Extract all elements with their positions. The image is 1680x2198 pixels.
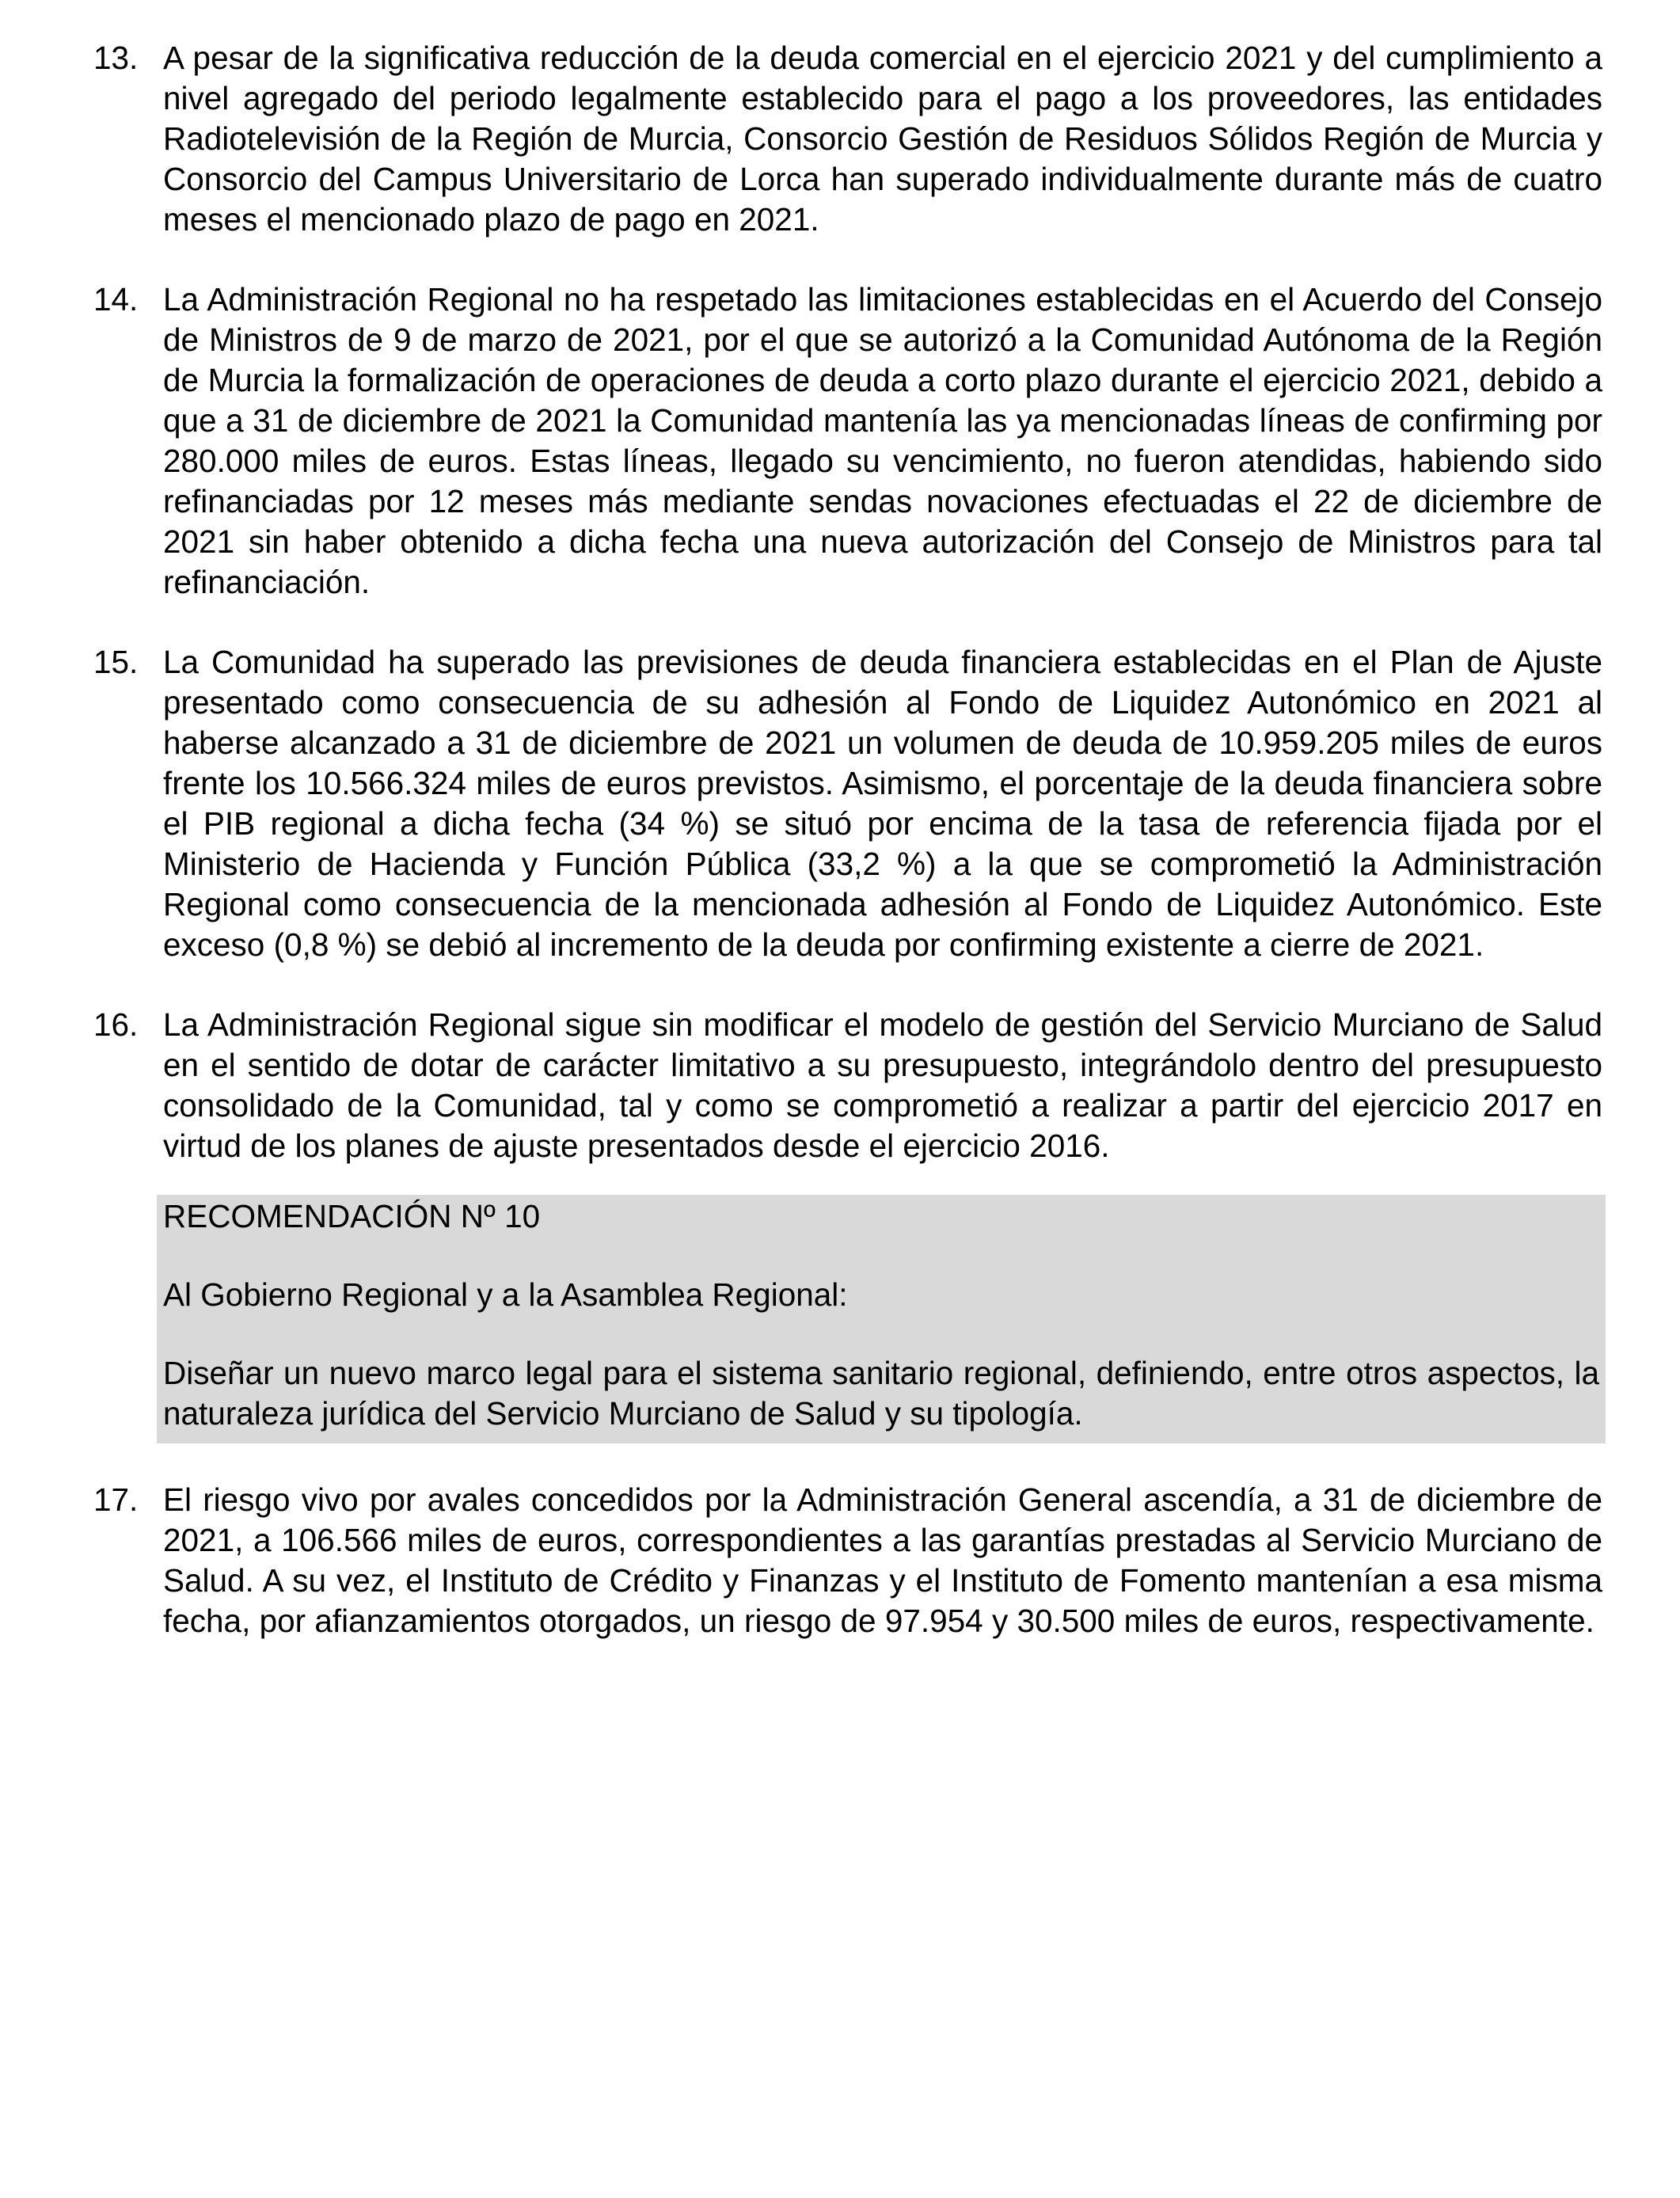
list-item-13 xyxy=(93,38,1602,240)
item-text: El riesgo vivo por avales concedidos por la Administración General ascendía, a 31 de diciembre de 2021, a 106.566 miles de euros, correspondientes a las garantías prestadas al Servicio Murciano de Salud. A su vez, el Instituto de Crédito y Finanzas y el Instituto de Fomento mantenían a esa misma fecha, por afianzamientos otorgados, un riesgo de 97.954 y 30.500 miles de euros, respectivamente. xyxy=(163,1481,1602,1639)
recommendation-box xyxy=(157,1195,1606,1443)
list-item-15 xyxy=(93,642,1602,965)
item-text: A pesar de la significativa reducción de la deuda comercial en el ejercicio 2021 y del cumplimiento a nivel agregado del periodo legalmente establecido para el pago a los proveedores, las entidades Radiotelevisión de la Región de Murcia, Consorcio Gestión de Residuos Sólidos Región de Murcia y Consorcio del Campus Universitario de Lorca han superado individualmente durante más de cuatro meses el mencionado plazo de pago en 2021. xyxy=(163,40,1602,238)
recommendation-addressee: Al Gobierno Regional y a la Asamblea Regional: xyxy=(163,1276,848,1313)
item-text: La Administración Regional no ha respetado las limitaciones establecidas en el Acuerdo del Consejo de Ministros de 9 de marzo de 2021, por el que se autorizó a la Comunidad Autónoma de la Región de Murcia la formalización de operaciones de deuda a corto plazo durante el ejercicio 2021, debido a que a 31 de diciembre de 2021 la Comunidad mantenía las ya mencionadas líneas de confirming por 280.000 miles de euros. Estas líneas, llegado su vencimiento, no fueron atendidas, habiendo sido refinanciadas por 12 meses más mediante sendas novaciones efectuadas el 22 de diciembre de 2021 sin haber obtenido a dicha fecha una nueva autorización del Consejo de Ministros para tal refinanciación. xyxy=(163,281,1602,600)
item-number: 17. xyxy=(93,1481,139,1518)
recommendation-body: Diseñar un nuevo marco legal para el sistema sanitario regional, definiendo, entre otros aspectos, la naturaleza jurídica del Servicio Murciano de Salud y su tipología. xyxy=(163,1355,1599,1432)
recommendation-title: RECOMENDACIÓN Nº 10 xyxy=(163,1198,541,1234)
item-number: 13. xyxy=(93,40,139,76)
list-item-17 xyxy=(93,1480,1602,1641)
item-number: 14. xyxy=(93,281,139,318)
item-number: 15. xyxy=(93,644,139,680)
list-item-16 xyxy=(93,1005,1602,1166)
item-text: La Comunidad ha superado las previsiones de deuda financiera establecidas en el Plan de Ajuste presentado como consecuencia de su adhesión al Fondo de Liquidez Autonómico en 2021 al haberse alcanzado a 31 de diciembre de 2021 un volumen de deuda de 10.959.205 miles de euros frente los 10.566.324 miles de euros previstos. Asimismo, el porcentaje de la deuda financiera sobre el PIB regional a dicha fecha (34 %) se situó por encima de la tasa de referencia fijada por el Ministerio de Hacienda y Función Pública (33,2 %) a la que se comprometió la Administración Regional como consecuencia de la mencionada adhesión al Fondo de Liquidez Autonómico. Este exceso (0,8 %) se debió al incremento de la deuda por confirming existente a cierre de 2021. xyxy=(163,644,1602,963)
item-number: 16. xyxy=(93,1006,139,1043)
item-text: La Administración Regional sigue sin modificar el modelo de gestión del Servicio Murciano de Salud en el sentido de dotar de carácter limitativo a su presupuesto, integrándolo dentro del presupuesto consolidado de la Comunidad, tal y como se comprometió a realizar a partir del ejercicio 2017 en virtud de los planes de ajuste presentados desde el ejercicio 2016. xyxy=(163,1006,1602,1164)
list-item-14 xyxy=(93,280,1602,603)
document-body xyxy=(93,38,1602,1681)
